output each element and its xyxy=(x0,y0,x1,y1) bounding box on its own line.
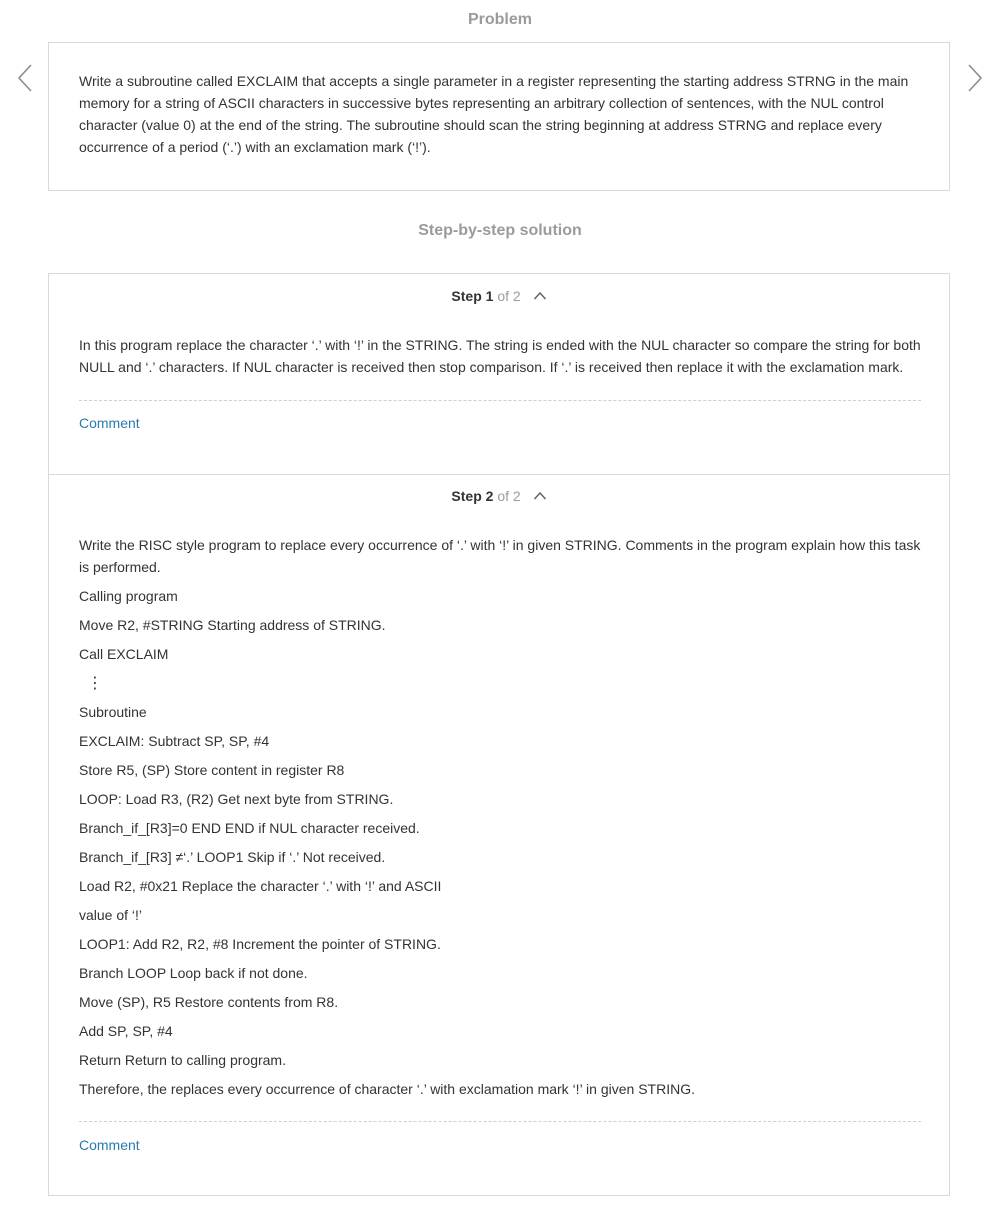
step-2-divider xyxy=(79,1121,921,1122)
code-line: Branch_if_[R3] ≠‘.’ LOOP1 Skip if ‘.’ Not received. xyxy=(79,849,386,865)
step-2-comment-link[interactable]: Comment xyxy=(79,1137,140,1153)
collapse-step-1-button[interactable] xyxy=(533,286,547,304)
chevron-up-icon xyxy=(533,291,547,300)
step-2-body xyxy=(79,534,924,1107)
code-line: Move (SP), R5 Restore contents from R8. xyxy=(79,994,339,1010)
step-1-header[interactable] xyxy=(49,287,949,305)
code-line: EXCLAIM: Subtract SP, SP, #4 xyxy=(79,733,270,749)
step-2-conclusion: Therefore, the replaces every occurrence of character ‘.’ with exclamation mark ‘!’ in given STRING. xyxy=(79,1081,695,1097)
collapse-step-2-button[interactable] xyxy=(533,486,547,504)
step-1-label: Step 1 xyxy=(451,288,494,304)
code-line: Call EXCLAIM xyxy=(79,646,169,662)
chevron-left-icon xyxy=(16,63,36,93)
step-2 xyxy=(49,474,949,1196)
step-2-header[interactable] xyxy=(49,487,949,505)
step-2-label: Step 2 xyxy=(451,488,494,504)
code-line: Move R2, #STRING Starting address of STRING. xyxy=(79,617,386,633)
chevron-right-icon xyxy=(964,63,984,93)
step-1-body xyxy=(79,334,924,385)
vertical-ellipsis: ⋮ xyxy=(87,675,103,692)
step-2-of: of 2 xyxy=(497,488,521,504)
chevron-up-icon xyxy=(533,491,547,500)
code-line: Load R2, #0x21 Replace the character ‘.’ with ‘!’ and ASCII xyxy=(79,878,442,894)
solution-title: Step-by-step solution xyxy=(418,222,582,239)
steps-card xyxy=(48,273,950,1196)
step-1-comment-link[interactable]: Comment xyxy=(79,415,140,431)
code-line: value of ‘!’ xyxy=(79,907,143,923)
code-line: Branch_if_[R3]=0 END END if NUL character received. xyxy=(79,820,420,836)
step-1 xyxy=(49,274,949,474)
step-1-paragraph: In this program replace the character ‘.’ with ‘!’ in the STRING. The string is ended with the NUL character so compare the string for both NULL and ‘.’ characters. If NUL character is received then stop comparison. If ‘.’ is received then replace it with the exclamation mark. xyxy=(79,337,921,375)
problem-title: Problem xyxy=(467,11,532,28)
code-line: LOOP1: Add R2, R2, #8 Increment the pointer of STRING. xyxy=(79,936,441,952)
problem-card xyxy=(48,42,950,191)
step-1-of: of 2 xyxy=(497,288,521,304)
next-arrow-button[interactable] xyxy=(964,63,984,93)
code-line: Subroutine xyxy=(79,704,147,720)
code-line: Branch LOOP Loop back if not done. xyxy=(79,965,308,981)
code-line: Calling program xyxy=(79,588,178,604)
previous-arrow-button[interactable] xyxy=(16,63,36,93)
code-line: Return Return to calling program. xyxy=(79,1052,286,1068)
problem-text: Write a subroutine called EXCLAIM that accepts a single parameter in a register representing the starting address STRNG in the main memory for a string of ASCII characters in successive bytes representing an arbitrary collection of sentences, with the NUL control character (value 0) at the end of the string. The subroutine should scan the string beginning at address STRNG and replace every occurrence of a period (‘.’) with an exclamation mark (‘!’). xyxy=(79,73,909,155)
step-1-divider xyxy=(79,400,921,401)
code-line: LOOP: Load R3, (R2) Get next byte from STRING. xyxy=(79,791,394,807)
code-line: Add SP, SP, #4 xyxy=(79,1023,173,1039)
code-line: Store R5, (SP) Store content in register R8 xyxy=(79,762,345,778)
step-2-intro: Write the RISC style program to replace every occurrence of ‘.’ with ‘!’ in given STRING. Comments in the program explain how this task is performed. xyxy=(79,537,921,575)
